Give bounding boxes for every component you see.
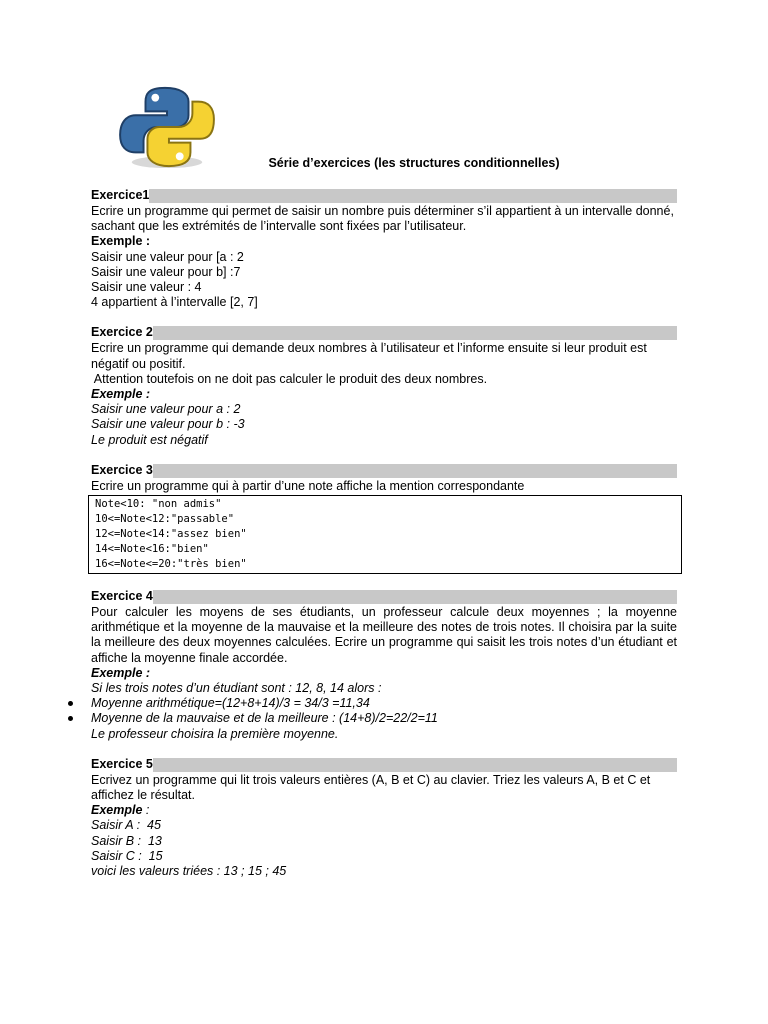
exercise-title: Exercice 5 xyxy=(91,756,153,771)
exercise-3 xyxy=(91,463,677,574)
exercise-text: Ecrire un programme qui demande deux nombres à l’utilisateur et l’informe ensuite si leur produit est négatif ou positif. xyxy=(91,341,647,371)
bullet-item xyxy=(91,696,677,711)
exercise-4 xyxy=(91,589,677,742)
example-line: Le produit est négatif xyxy=(91,432,208,447)
exercise-title: Exercice 3 xyxy=(91,462,153,477)
exercise-heading xyxy=(91,463,677,479)
exercise-text: Ecrivez un programme qui lit trois valeurs entières (A, B et C) au clavier. Triez les valeurs A, B et C et affichez le résultat. xyxy=(91,772,651,803)
heading-bar xyxy=(153,758,677,772)
exercise-2 xyxy=(91,325,677,447)
code-line: 14<=Note<16:"bien" xyxy=(95,543,209,556)
bullet-text: Moyenne de la mauvaise et de la meilleure : (14+8)/2=22/2=11 xyxy=(91,711,438,726)
example-line: 4 appartient à l’intervalle [2, 7] xyxy=(91,295,258,310)
code-line: Note<10: "non admis" xyxy=(95,498,222,511)
heading-bar xyxy=(153,464,677,478)
exercise-text: Ecrire un programme qui à partir d’une note affiche la mention correspondante xyxy=(91,478,525,493)
example-label: Exemple xyxy=(91,803,143,818)
example-label-suffix: : xyxy=(142,803,150,818)
exercise-text: Pour calculer les moyens de ses étudiants, un professeur calcule deux moyennes ; la moyenne arithmétique et la moyenne de la mauvaise et la meilleure des notes de trois notes. Il choisira par la suite la meilleure des deux moyennes calculées. Ecrire un programme qui saisit les trois notes d’un étudiant et affiche la moyenne finale accordée. xyxy=(91,605,677,665)
example-label: Exemple : xyxy=(91,234,151,249)
exercise-text: Ecrire un programme qui permet de saisir un nombre puis déterminer s’il appartient à un intervalle donné, sachant que les extrémités de l’intervalle sont fixées par l’utilisateur. xyxy=(91,204,674,234)
example-line: Saisir A : 45 xyxy=(91,818,161,833)
example-line: Saisir C : 15 xyxy=(91,848,163,863)
example-line: Saisir une valeur pour [a : 2 xyxy=(91,249,244,264)
exercise-heading xyxy=(91,188,677,204)
heading-bar xyxy=(149,189,677,203)
exercise-heading xyxy=(91,325,677,341)
bullet-text: Moyenne arithmétique=(12+8+14)/3 = 34/3 =11,34 xyxy=(91,696,370,711)
exercise-title: Exercice 4 xyxy=(91,589,153,604)
bullet-icon xyxy=(68,701,73,706)
code-line: 10<=Note<12:"passable" xyxy=(95,513,235,526)
example-outro: Le professeur choisira la première moyenne. xyxy=(91,726,339,741)
exercise-heading xyxy=(91,589,677,605)
example-line: voici les valeurs triées : 13 ; 15 ; 45 xyxy=(91,864,287,879)
exercise-note: Attention toutefois on ne doit pas calculer le produit des deux nombres. xyxy=(91,371,488,386)
example-line: Saisir B : 13 xyxy=(91,833,162,848)
bullet-item xyxy=(91,711,677,726)
example-line: Saisir une valeur pour a : 2 xyxy=(91,402,241,417)
example-line: Saisir une valeur pour b] :7 xyxy=(91,264,241,279)
example-label-line xyxy=(91,803,677,818)
heading-bar xyxy=(153,326,677,340)
page-title: Série d’exercices (les structures conditionnelles) xyxy=(268,156,560,170)
code-box xyxy=(88,495,682,574)
example-line: Saisir une valeur : 4 xyxy=(91,280,202,295)
bullet-icon xyxy=(68,716,73,721)
exercise-5 xyxy=(91,757,677,879)
exercise-title: Exercice 2 xyxy=(91,325,153,340)
exercise-heading xyxy=(91,757,677,773)
code-line: 12<=Note<14:"assez bien" xyxy=(95,528,247,541)
example-label: Exemple : xyxy=(91,387,151,402)
example-label: Exemple : xyxy=(91,665,151,680)
example-intro: Si les trois notes d’un étudiant sont : 12, 8, 14 alors : xyxy=(91,681,382,696)
heading-bar xyxy=(153,590,677,604)
example-line: Saisir une valeur pour b : -3 xyxy=(91,417,245,432)
exercise-title: Exercice1 xyxy=(91,188,150,202)
exercise-1 xyxy=(91,188,677,310)
code-line: 16<=Note<=20:"très bien" xyxy=(95,558,247,571)
exercise-list xyxy=(91,188,677,894)
